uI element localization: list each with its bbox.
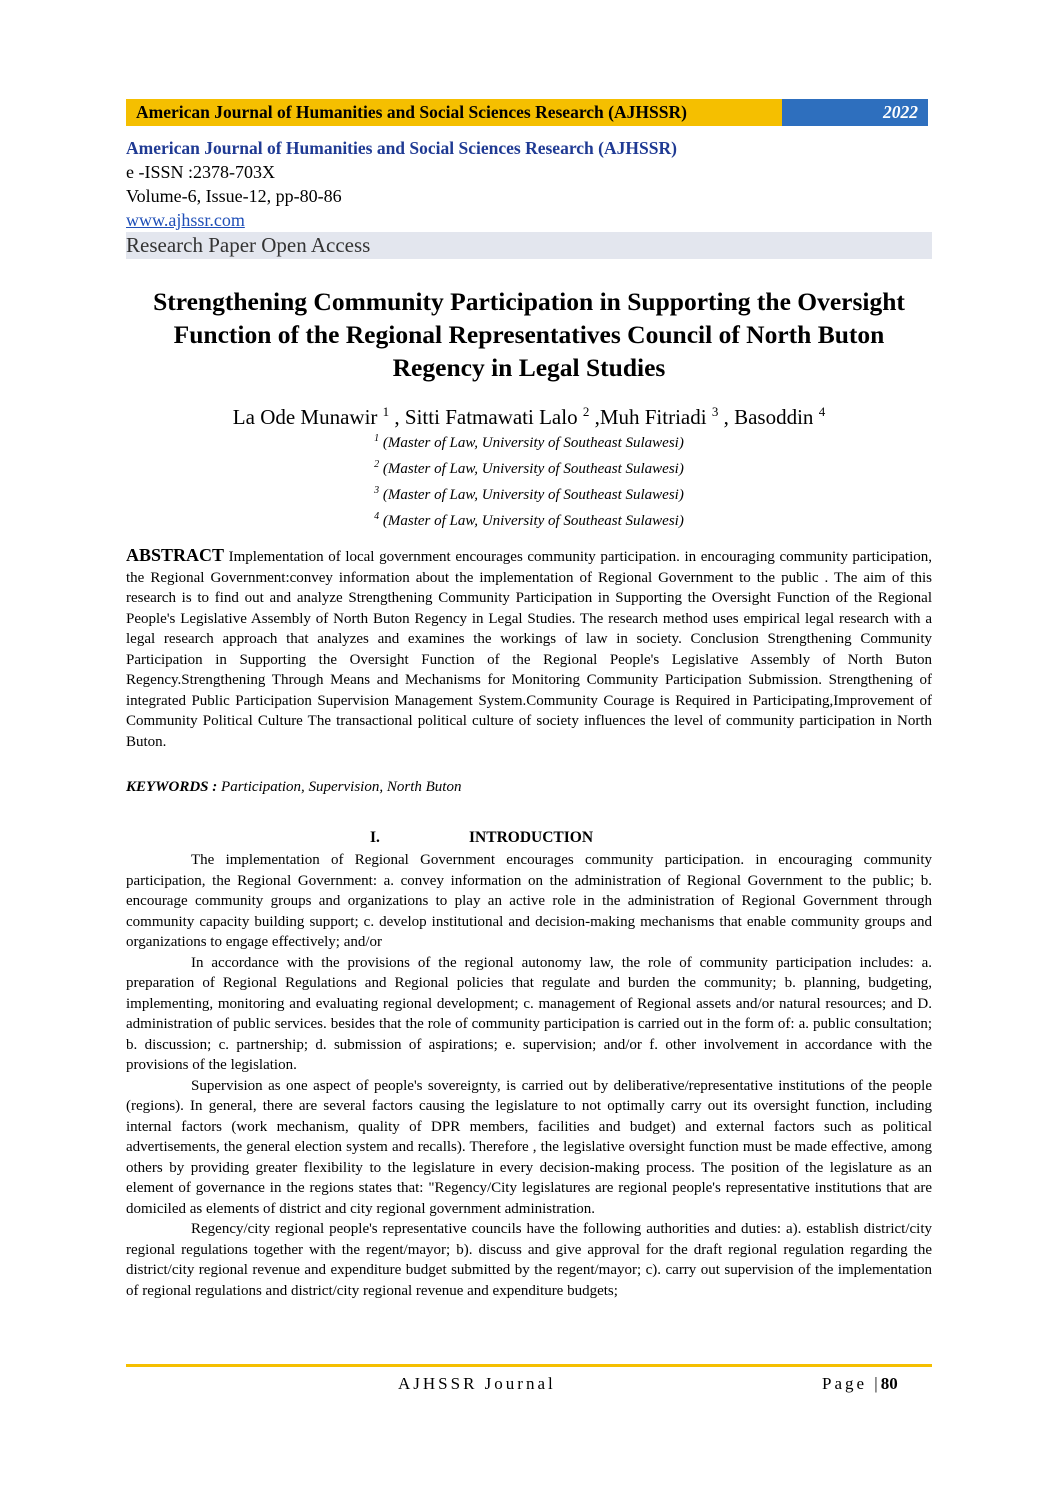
affiliation-text: (Master of Law, University of Southeast Sulawesi) <box>379 513 684 529</box>
affiliation-list <box>126 428 932 532</box>
author-mark: 1 <box>382 404 390 419</box>
author-mark: 4 <box>818 404 826 419</box>
footer-page-label: Page | <box>822 1374 881 1393</box>
author-list <box>126 398 932 431</box>
abstract <box>126 545 932 752</box>
affiliation-mark: 2 <box>374 459 380 470</box>
affiliation-text: (Master of Law, University of Southeast Sulawesi) <box>379 435 684 451</box>
meta-journal-name: American Journal of Humanities and Social Sciences Research (AJHSSR) <box>126 138 677 158</box>
keywords-heading: KEYWORDS : <box>126 779 218 795</box>
footer-page <box>822 1374 898 1394</box>
running-header-journal: American Journal of Humanities and Social Sciences Research (AJHSSR) <box>126 99 782 126</box>
author-separator: , <box>389 405 405 429</box>
footer-journal: AJHSSR Journal <box>398 1374 556 1393</box>
keywords <box>126 779 932 796</box>
affiliation-text: (Master of Law, University of Southeast Sulawesi) <box>379 461 684 477</box>
affiliation-mark: 4 <box>374 511 380 522</box>
author-separator: , <box>589 405 600 429</box>
affiliation-item <box>126 428 932 454</box>
author-name: Sitti Fatmawati Lalo <box>404 405 583 429</box>
paragraph: Regency/city regional people's representative councils have the following authorities and duties: a). establish district/city regional regulations together with the regent/mayor; b). discuss and give approval for the draft regional regulation regarding the district/city regional revenue and expenditure budget submitted by the regent/mayor; c). carry out supervision of the implementation of regional regulations and district/city regional revenue and expenditure budgets; <box>126 1221 932 1299</box>
paragraph: In accordance with the provisions of the regional autonomy law, the role of community participation includes: a. preparation of Regional Regulations and Regional policies that regulate and burden the community; b. planning, budgeting, implementing, monitoring and evaluating regional development; c. management of Regional assets and/or natural resources; and D. administration of public services. besides that the role of community participation is carried out in the form of: a. public consultation; b. discussion; c. partnership; d. submission of aspirations; e. supervision; and/or f. other involvement in accordance with the provisions of the legislation. <box>126 954 932 1073</box>
abstract-heading: ABSTRACT <box>126 545 225 565</box>
author-mark: 2 <box>582 404 590 419</box>
body-text <box>126 850 932 1301</box>
author-separator: , <box>718 405 735 429</box>
paragraph: The implementation of Regional Government encourages community participation. in encouraging community participation, the Regional Government: a. convey information on the administration of Regional Government to the public; b. encourage community groups and organizations to play an active role in the administration of Regional Government through community capacity building support; c. develop institutional and decision-making mechanisms that enable community groups and organizations to engage effectively; and/or <box>126 852 932 950</box>
keywords-text: Participation, Supervision, North Buton <box>217 779 462 795</box>
meta-access-banner: Research Paper Open Access <box>126 232 932 259</box>
meta-website-link[interactable]: www.ajhssr.com <box>126 210 245 230</box>
affiliation-text: (Master of Law, University of Southeast Sulawesi) <box>379 487 684 503</box>
paragraph: Supervision as one aspect of people's sovereignty, is carried out by deliberative/representative institutions of the people (regions). In general, there are several factors causing the legislature to not optimally carry out its oversight function, including internal factors (work mechanism, quality of DPR members, facilities and budget) and external factors such as political advertisements, the general election system and recalls). Therefore , the legislative oversight function must be made effective, among others by providing greater flexibility to the legislature in every decision-making process. The position of the legislature as an element of governance in the regions states that: "Regency/City legislatures are regional people's representative institutions that are domiciled as elements of district and city regional government administration. <box>126 1077 932 1217</box>
affiliation-item <box>126 454 932 480</box>
affiliation-item <box>126 480 932 506</box>
paper-title: Strengthening Community Participation in Supporting the Oversight Function of the Regional Representatives Council of North Buton Regency in Legal Studies <box>153 287 905 382</box>
affiliation-mark: 3 <box>374 485 380 496</box>
meta-issn: e -ISSN :2378-703X <box>126 162 275 182</box>
affiliation-item <box>126 506 932 532</box>
author-name: Muh Fitriadi <box>599 405 712 429</box>
footer-divider <box>126 1364 932 1367</box>
section-number: I. <box>370 829 380 846</box>
abstract-text: Implementation of local government encourages community participation. in encouraging community participation, the Regional Government:convey information about the implementation of Regional Government to the public . The aim of this research is to find out and analyze Strengthening Community Participation in Supporting the Oversight Function of the Regional People's Legislative Assembly of North Buton Regency in Legal Studies. The research method uses empirical legal research with a legal research approach that analyzes and examines the workings of law in society. Conclusion Strengthening Community Participation in Supporting the Oversight Function of the Regional People's Legislative Assembly of North Buton Regency.Strengthening Through Means and Mechanisms for Monitoring Community Participation Submission. Strengthening of integrated Public Participation Supervision Management System.Community Courage is Required in Participating,Improvement of Community Political Culture The transactional political culture of society influences the level of community participation in North Buton. <box>126 549 932 750</box>
affiliation-mark: 1 <box>374 433 380 444</box>
running-header-year: 2022 <box>782 99 928 126</box>
author-mark: 3 <box>711 404 719 419</box>
journal-meta <box>126 136 932 259</box>
section-title: INTRODUCTION <box>469 829 594 846</box>
running-header <box>126 99 928 126</box>
author-name: La Ode Munawir <box>232 405 383 429</box>
meta-volume: Volume-6, Issue-12, pp-80-86 <box>126 186 342 206</box>
author-name: Basoddin <box>734 405 819 429</box>
footer-page-number: 80 <box>880 1374 898 1393</box>
